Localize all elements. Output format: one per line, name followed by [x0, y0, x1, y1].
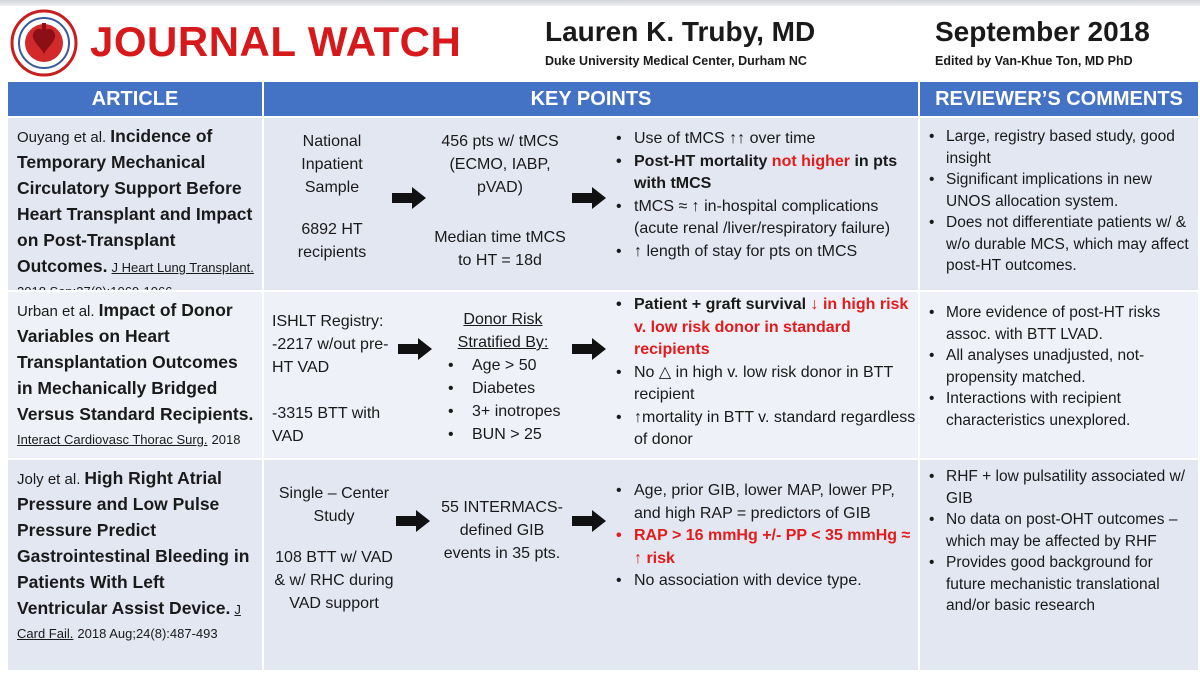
- finding-item: • No association with device type.: [610, 570, 916, 593]
- slide-header: [0, 6, 1200, 80]
- comment-item: • Significant implications in new UNOS allocation system.: [926, 169, 1192, 212]
- journal-table: [8, 82, 1198, 670]
- journal-link[interactable]: J Card Fail.: [17, 602, 241, 641]
- risk-factor: • 3+ inotropes: [446, 400, 576, 423]
- kp-source-count: -3315 BTT with VAD: [272, 405, 381, 445]
- right-arrow-icon: [572, 187, 606, 209]
- comment-item: • RHF + low pulsatility associated w/ GIB: [926, 466, 1192, 509]
- kp-source-count: 108 BTT w/ VAD & w/ RHC during VAD support: [274, 549, 394, 612]
- finding-item: • ↑mortality in BTT v. standard regardless of donor: [610, 407, 916, 452]
- key-points-cell-1: [264, 116, 920, 290]
- findings-list: [610, 128, 916, 263]
- kp-risk-title: Donor Risk Stratified By:: [457, 311, 549, 351]
- risk-factor: • BUN > 25: [446, 423, 576, 446]
- risk-factor-list: [446, 354, 576, 446]
- comment-item: • More evidence of post-HT risks assoc. with BTT LVAD.: [926, 302, 1192, 345]
- comment-item: • Does not differentiate patients w/ & w/o durable MCS, which may affect post-HT outcomes.: [926, 212, 1192, 277]
- finding-item: • Age, prior GIB, lower MAP, lower PP, and high RAP = predictors of GIB: [610, 480, 916, 525]
- journal-link[interactable]: J Heart Lung Transplant.: [111, 260, 254, 275]
- finding-item: • ↑ length of stay for pts on tMCS: [610, 241, 916, 264]
- article-cell-2: [8, 290, 264, 458]
- finding-item: • No △ in high v. low risk donor in BTT recipient: [610, 362, 916, 407]
- column-header-key-points: KEY POINTS: [264, 82, 920, 116]
- comment-item: • Provides good background for future mechanistic translational and/or basic research: [926, 552, 1192, 617]
- kp-cohort: 456 pts w/ tMCS (ECMO, IABP, pVAD): [441, 133, 559, 196]
- comments-list: [926, 126, 1192, 277]
- author-affiliation: Duke University Medical Center, Durham NC: [545, 54, 807, 68]
- journal-title: JOURNAL WATCH: [90, 18, 462, 65]
- reviewer-cell-1: [920, 116, 1198, 290]
- finding-item: • Patient + graft survival ↓ in high risk v. low risk donor in standard recipients: [610, 294, 916, 362]
- article-citation: 2018: [211, 432, 241, 447]
- article-author: Ouyang et al.: [17, 129, 107, 146]
- article-citation: 2018 Aug;24(8):487-493: [77, 626, 218, 641]
- article-title: Impact of Donor Variables on Heart Transplantation Outcomes in Mechanically Bridged Versus Standard Recipients.: [17, 300, 254, 424]
- right-arrow-icon: [572, 338, 606, 360]
- comments-list: [926, 466, 1192, 617]
- finding-item: • Post-HT mortality not higher in pts with tMCS: [610, 151, 916, 196]
- reviewer-cell-2: [920, 290, 1198, 458]
- key-points-cell-3: [264, 458, 920, 670]
- author-name: Lauren K. Truby, MD: [545, 16, 816, 47]
- right-arrow-icon: [398, 338, 432, 360]
- comment-item: • No data on post-OHT outcomes – which may be affected by RHF: [926, 509, 1192, 552]
- finding-item: • Use of tMCS ↑↑ over time: [610, 128, 916, 151]
- comment-item: • Large, registry based study, good insight: [926, 126, 1192, 169]
- article-cell-1: [8, 116, 264, 290]
- kp-source: National Inpatient Sample: [301, 133, 363, 196]
- key-points-cell-2: [264, 290, 920, 458]
- kp-source: ISHLT Registry: -2217 w/out pre-HT VAD: [272, 313, 389, 376]
- column-header-article: ARTICLE: [8, 82, 264, 116]
- finding-item: • tMCS ≈ ↑ in-hospital complications (acute renal /liver/respiratory failure): [610, 196, 916, 241]
- article-author: Urban et al.: [17, 303, 95, 320]
- risk-factor: • Diabetes: [446, 377, 576, 400]
- reviewer-cell-3: [920, 458, 1198, 670]
- right-arrow-icon: [396, 510, 430, 532]
- risk-factor: • Age > 50: [446, 354, 576, 377]
- editor-credit: Edited by Van-Khue Ton, MD PhD: [935, 54, 1133, 68]
- article-author: Joly et al.: [17, 471, 81, 488]
- ishlt-logo-icon: [10, 9, 78, 77]
- right-arrow-icon: [572, 510, 606, 532]
- findings-list: [610, 480, 916, 593]
- comment-item: • Interactions with recipient characteristics unexplored.: [926, 388, 1192, 431]
- comments-list: [926, 302, 1192, 431]
- findings-list: [610, 294, 916, 452]
- kp-source: Single – Center Study: [278, 485, 390, 525]
- kp-events: 55 INTERMACS-defined GIB events in 35 pts.: [441, 499, 563, 562]
- kp-source-count: 6892 HT recipients: [297, 221, 367, 261]
- issue-date: September 2018: [935, 16, 1150, 47]
- kp-median-time: Median time tMCS to HT = 18d: [434, 229, 566, 269]
- column-header-reviewer: REVIEWER’S COMMENTS: [920, 82, 1198, 116]
- finding-item: • RAP > 16 mmHg +/- PP < 35 mmHg ≈ ↑ risk: [610, 525, 916, 570]
- article-title: Incidence of Temporary Mechanical Circulatory Support Before Heart Transplant and Impact on Post-Transplant Outcomes.: [17, 126, 253, 276]
- comment-item: • All analyses unadjusted, not-propensity matched.: [926, 345, 1192, 388]
- right-arrow-icon: [392, 187, 426, 209]
- article-title: High Right Atrial Pressure and Low Pulse Pressure Predict Gastrointestinal Bleeding in Patients With Left Ventricular Assist Device.: [17, 468, 250, 618]
- journal-link[interactable]: Interact Cardiovasc Thorac Surg.: [17, 432, 208, 447]
- article-cell-3: [8, 458, 264, 670]
